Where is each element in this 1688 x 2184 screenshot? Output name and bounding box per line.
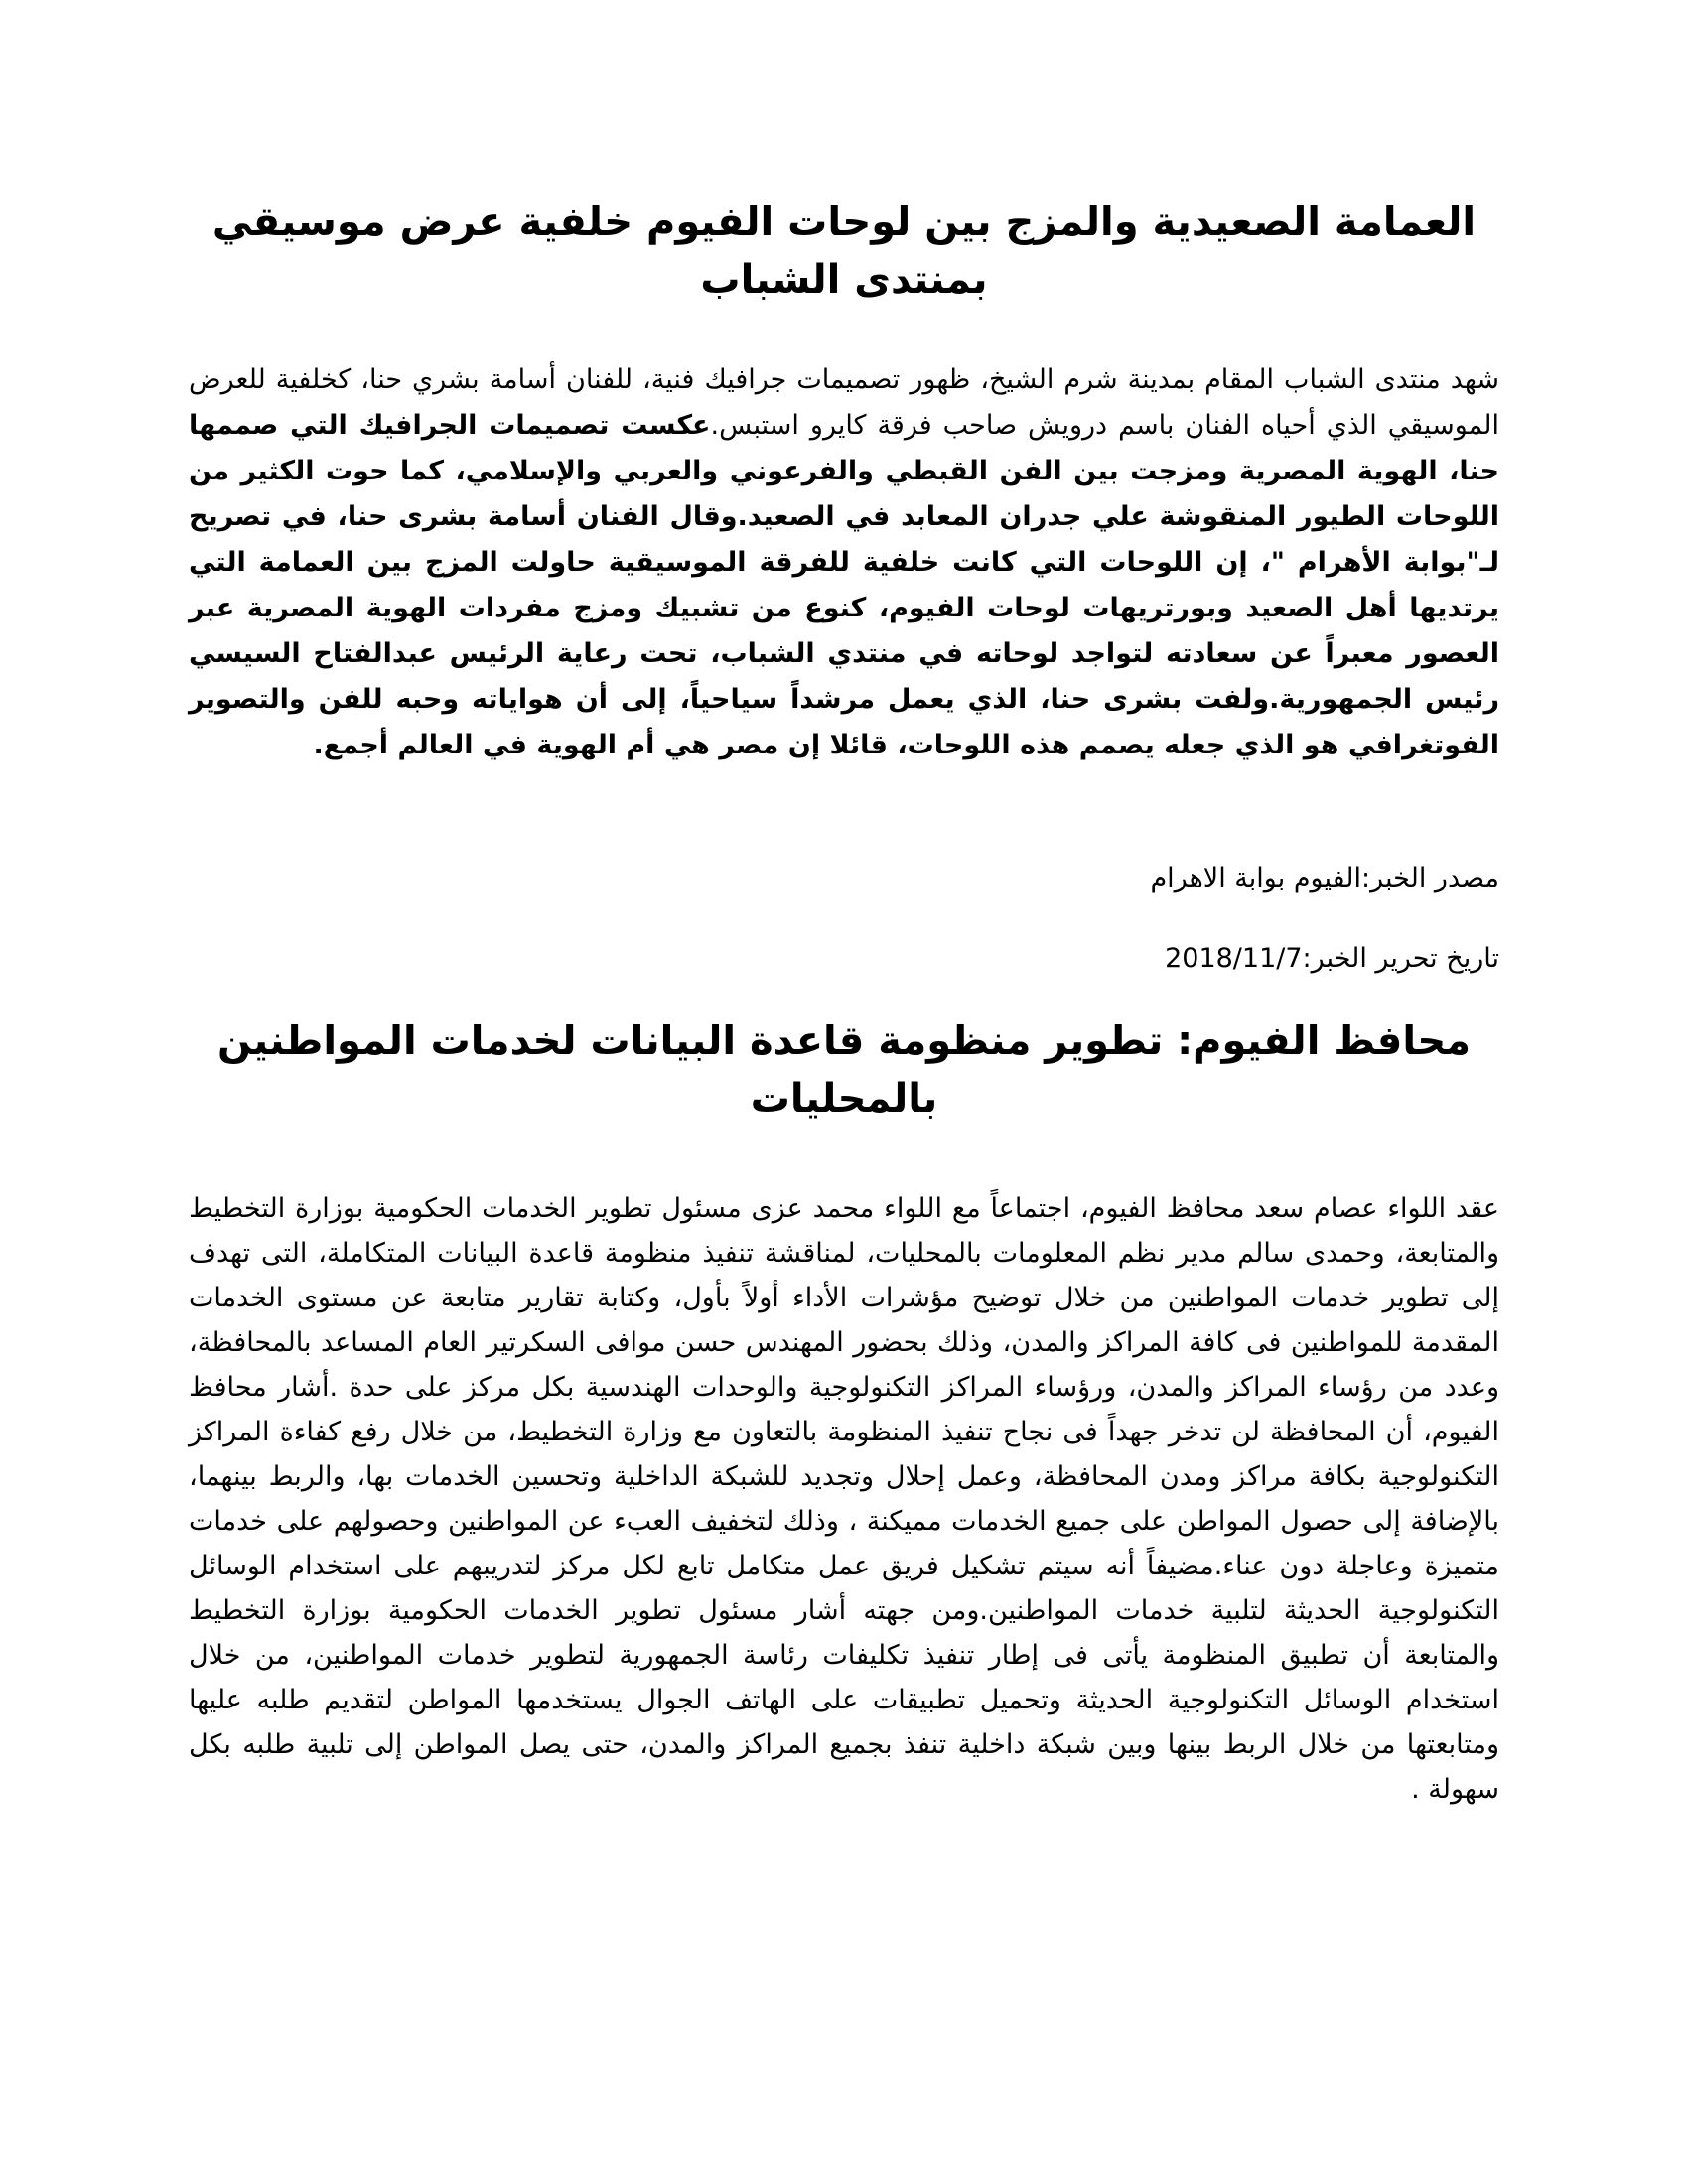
article-2-body: عقد اللواء عصام سعد محافظ الفيوم، اجتماعاً مع اللواء محمد عزى مسئول تطوير الخدمات الحكومية بوزارة التخطيط والمتابعة، وحمدى سالم مدير نظم المعلومات بالمحليات، لمناقشة تنفيذ منظومة قاعدة البيانات المتكاملة، التى تهدف إلى تطوير خدمات المواطنين من خلال توضيح مؤشرات الأداء أولاً بأول، وكتابة تقارير متابعة عن مستوى الخدمات المقدمة للمواطنين فى كافة المراكز والمدن، وذلك بحضور المهندس حسن موافى السكرتير العام المساعد بالمحافظة، وعدد من رؤساء المراكز والمدن، ورؤساء المراكز التكنولوجية والوحدات الهندسية بكل مركز على حدة .أشار محافظ الفيوم، أن المحافظة لن تدخر جهداً فى نجاح تنفيذ المنظومة بالتعاون مع وزارة التخطيط، من خلال رفع كفاءة المراكز التكنولوجية بكافة مراكز ومدن المحافظة، وعمل إحلال وتجديد للشبكة الداخلية وتحسين الخدمات بها، والربط بينهما، بالإضافة إلى حصول المواطن على جميع الخدمات مميكنة ، وذلك لتخفيف العبء عن المواطنين وحصولهم على خدمات متميزة وعاجلة دون عناء.مضيفاً أنه سيتم تشكيل فريق عمل متكامل تابع لكل مركز لتدريبهم على استخدام الوسائل التكنولوجية الحديثة لتلبية خدمات المواطنين.ومن جهته أشار مسئول تطوير الخدمات الحكومية بوزارة التخطيط والمتابعة أن تطبيق المنظومة يأتى فى إطار تنفيذ تكليفات رئاسة الجمهورية لتطوير خدمات المواطنين، من خلال استخدام الوسائل التكنولوجية الحديثة وتحميل تطبيقات على الهاتف الجوال يستخدمها المواطن لتقديم طلبه عليها ومتابعتها من خلال الربط بينها وبين شبكة داخلية تنفذ بجميع المراكز والمدن، حتى يصل المواطن إلى تلبية طلبه بكل سهولة . [189, 1193, 1499, 1805]
article-1-body [189, 357, 1499, 768]
article-1-body-plain: شهد منتدى الشباب المقام بمدينة شرم الشيخ، ظهور تصميمات جرافيك فنية، للفنان أسامة بشري حنا، كخلفية للعرض الموسيقي الذي أحياه الفنان باسم درويش صاحب فرقة كايرو استبس. [189, 364, 1499, 441]
article-1-body-bold: عكست تصميمات الجرافيك التي صممها حنا، الهوية المصرية ومزجت بين الفن القبطي والفرعوني والعربي والإسلامي، كما حوت الكثير من اللوحات الطيور المنقوشة علي جدران المعابد في الصعيد.وقال الفنان أسامة بشرى حنا، في تصريح لـ"بوابة الأهرام "، إن اللوحات التي كانت خلفية للفرقة الموسيقية حاولت المزج بين العمامة التي يرتديها أهل الصعيد وبورتريهات لوحات الفيوم، كنوع من تشبيك ومزج مفردات الهوية المصرية عبر العصور معبراً عن سعادته لتواجد لوحاته في منتدي الشباب، تحت رعاية الرئيس عبدالفتاح السيسي رئيس الجمهورية.ولفت بشرى حنا، الذي يعمل مرشداً سياحياً، إلى أن هواياته وحبه للفن والتصوير الفوتغرافي هو الذي جعله يصمم هذه اللوحات، قائلا إن مصر هي أم الهوية في العالم أجمع. [189, 410, 1499, 760]
article-1-title: العمامة الصعيدية والمزج بين لوحات الفيوم خلفية عرض موسيقي بمنتدى الشباب [211, 200, 1477, 303]
article-1-source: مصدر الخبر:الفيوم بوابة الاهرام [1150, 863, 1499, 893]
article-2-title: محافظ الفيوم: تطوير منظومة قاعدة البيانات لخدمات المواطنين بالمحليات [217, 1019, 1471, 1122]
article-1-date: تاريخ تحرير الخبر:2018/11/7 [1165, 943, 1499, 974]
